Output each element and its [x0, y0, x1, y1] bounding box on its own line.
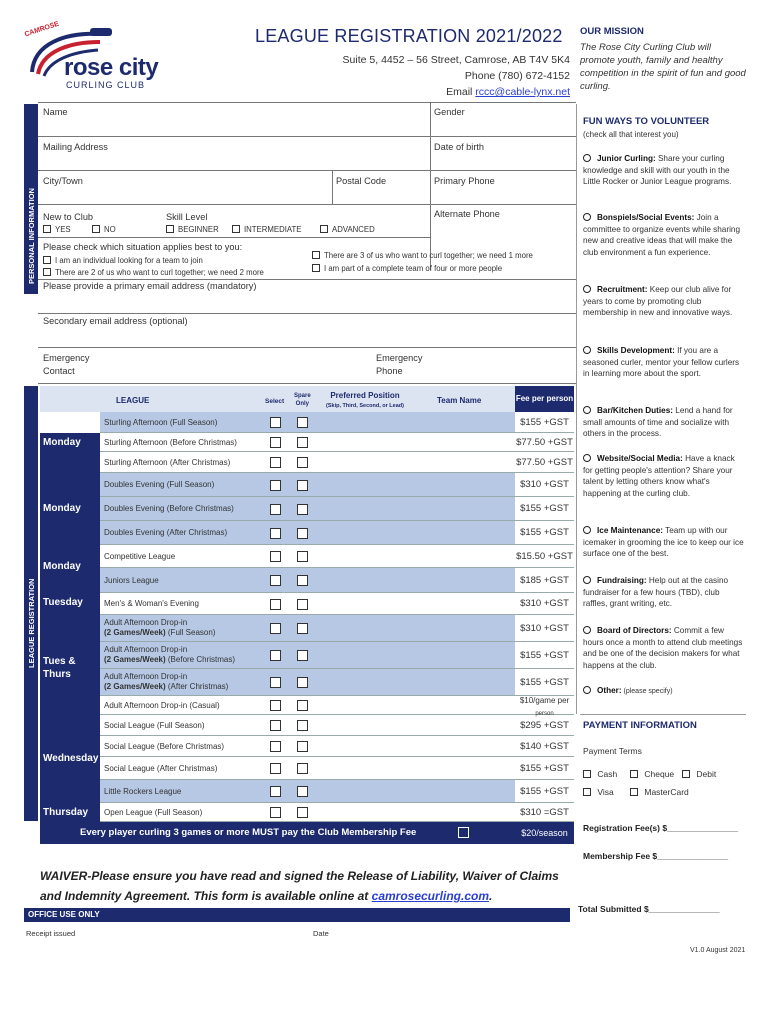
payment-cheque[interactable]: Cheque [630, 769, 674, 779]
select-checkbox[interactable] [270, 528, 281, 539]
col-team-name: Team Name [437, 396, 482, 405]
league-name: Adult Afternoon Drop-in (2 Games/Week) (Full Season) [104, 618, 216, 637]
select-checkbox[interactable] [270, 623, 281, 634]
volunteer-subheading: (check all that interest you) [583, 130, 679, 139]
select-checkbox[interactable] [270, 504, 281, 515]
divider [38, 204, 576, 205]
mailing-address-label: Mailing Address [43, 142, 108, 152]
office-use-header: OFFICE USE ONLY [24, 908, 570, 922]
checkbox-icon[interactable] [312, 264, 320, 272]
select-checkbox[interactable] [270, 457, 281, 468]
new-to-club-label: New to Club [43, 212, 94, 222]
fee-cell: $295 +GST [515, 715, 574, 736]
primary-phone-label: Primary Phone [434, 176, 495, 186]
waiver-text: WAIVER-Please ensure you have read and signed the Release of Liability, Waiver of Claims and Indemnity Agreement. This form is available online at camrosecurling.com. [40, 869, 559, 903]
day-wednesday: Wednesday [40, 715, 100, 803]
select-checkbox[interactable] [270, 786, 281, 797]
no-option[interactable]: NO [92, 225, 116, 234]
select-checkbox[interactable] [270, 763, 281, 774]
volunteer-item-board[interactable]: Board of Directors: Commit a few hours once a month to attend club meetings and be one of the decision makers for what happens at the club. [583, 626, 743, 670]
mission-heading: OUR MISSION [580, 26, 644, 37]
email-link[interactable]: rccc@cable-lynx.net [475, 86, 570, 98]
radio-circle-icon[interactable] [583, 454, 591, 462]
payment-divider [580, 714, 746, 715]
table-row [100, 593, 515, 615]
radio-circle-icon[interactable] [583, 576, 591, 584]
receipt-issued-label: Receipt issued [26, 929, 76, 938]
select-checkbox[interactable] [270, 480, 281, 491]
league-name: Adult Afternoon Drop-in (Casual) [104, 700, 220, 710]
checkbox-icon[interactable] [232, 225, 240, 233]
table-row [100, 497, 515, 521]
divider [430, 102, 431, 270]
checkbox-icon[interactable] [43, 268, 51, 276]
spare-checkbox[interactable] [297, 677, 308, 688]
fee-cell: $155 +GST [515, 412, 574, 433]
skill-level-label: Skill Level [166, 212, 208, 222]
spare-checkbox[interactable] [297, 599, 308, 610]
league-name: Sturling Afternoon (Before Christmas) [104, 437, 237, 447]
day-monday-2: Monday [40, 473, 100, 545]
divider [332, 170, 333, 204]
table-row [100, 615, 515, 642]
phone-line: Phone (780) 672-4152 [464, 70, 570, 82]
day-thursday: Thursday [40, 803, 100, 822]
logo-top-text: CAMROSE [23, 20, 60, 39]
email-line [343, 84, 570, 100]
radio-circle-icon[interactable] [583, 213, 591, 221]
city-label: City/Town [43, 176, 83, 186]
col-league: LEAGUE [116, 396, 150, 405]
table-row [100, 780, 515, 803]
spare-checkbox[interactable] [297, 720, 308, 731]
league-name: Adult Afternoon Drop-in (2 Games/Week) (After Christmas) [104, 672, 229, 691]
spare-checkbox[interactable] [297, 437, 308, 448]
checkbox-icon[interactable] [43, 225, 51, 233]
select-checkbox[interactable] [270, 417, 281, 428]
total-submitted-field[interactable]: Total Submitted $_______________ [578, 904, 720, 914]
league-name: Doubles Evening (Before Christmas) [104, 504, 234, 513]
league-name: Open League (Full Season) [104, 807, 203, 817]
spare-checkbox[interactable] [297, 528, 308, 539]
checkbox-icon[interactable] [630, 788, 638, 796]
spare-checkbox[interactable] [297, 417, 308, 428]
situation-option-2[interactable]: There are 2 of us who want to curl together; we need 2 more [43, 268, 264, 277]
volunteer-item-ice[interactable]: Ice Maintenance: Team up with our icemaker in grooming the ice to keep our ice surface one of the best. [583, 526, 744, 559]
checkbox-icon[interactable] [320, 225, 328, 233]
table-row [100, 568, 515, 593]
league-name: Sturling Afternoon (Full Season) [104, 417, 218, 427]
situation-label: Please check which situation applies best to you: [43, 242, 243, 252]
dob-label: Date of birth [434, 142, 485, 152]
fee-cell: $77.50 +GST [515, 433, 574, 452]
league-name: Competitive League [104, 551, 176, 561]
table-row [100, 412, 515, 433]
membership-checkbox[interactable] [458, 827, 469, 838]
checkbox-icon[interactable] [166, 225, 174, 233]
table-row [100, 669, 515, 696]
logo-main-text: rose city [64, 54, 159, 81]
spare-checkbox[interactable] [297, 650, 308, 661]
fee-cell: $310 +GST [515, 615, 574, 642]
col-spare: Spare Only [294, 393, 311, 407]
table-row [100, 715, 515, 736]
table-row [100, 736, 515, 757]
fee-cell: $310 +GST [515, 593, 574, 615]
spare-checkbox[interactable] [297, 504, 308, 515]
fee-cell: $155 +GST [515, 497, 574, 521]
spare-checkbox[interactable] [297, 786, 308, 797]
select-checkbox[interactable] [270, 700, 281, 711]
radio-circle-icon[interactable] [583, 526, 591, 534]
divider [38, 347, 576, 348]
gender-label: Gender [434, 107, 465, 117]
situation-option-4[interactable]: I am part of a complete team of four or more people [312, 264, 502, 273]
table-row [100, 473, 515, 497]
secondary-email-label: Secondary email address (optional) [43, 316, 188, 326]
league-name: Social League (Full Season) [104, 720, 205, 730]
league-name: Social League (Before Christmas) [104, 741, 225, 751]
volunteer-item-website[interactable]: Website/Social Media: Have a knack for getting people's attention? Share your talent by letting others know what's happening at the curling club. [583, 454, 735, 498]
league-registration-band: LEAGUE REGISTRATION [24, 386, 38, 821]
membership-fee-field[interactable]: Membership Fee $_______________ [583, 851, 729, 861]
primary-email-label: Please provide a primary email address (mandatory) [43, 281, 257, 291]
volunteer-item-bar[interactable]: Bar/Kitchen Duties: Lend a hand for small amounts of time and socialize with others in the process. [583, 406, 733, 439]
divider [38, 136, 576, 137]
spare-checkbox[interactable] [297, 551, 308, 562]
name-label: Name [43, 107, 68, 117]
select-checkbox[interactable] [270, 551, 281, 562]
situation-option-3[interactable]: There are 3 of us who want to curl together; we need 1 more [312, 251, 533, 260]
radio-circle-icon[interactable] [583, 285, 591, 293]
payment-debit[interactable]: Debit [682, 769, 716, 779]
spare-checkbox[interactable] [297, 741, 308, 752]
divider [38, 383, 576, 384]
beginner-option[interactable]: BEGINNER [166, 225, 219, 234]
volunteer-item-fundraising[interactable]: Fundraising: Help out at the casino fundraiser for a few hours (TBD), club raffles, grant writing, etc. [583, 576, 729, 609]
intermediate-option[interactable]: INTERMEDIATE [232, 225, 301, 234]
fee-cell: $155 +GST [515, 642, 574, 669]
email-label: Email [446, 86, 473, 98]
table-row [100, 757, 515, 780]
spare-checkbox[interactable] [297, 480, 308, 491]
situation-option-1[interactable]: I am an individual looking for a team to join [43, 256, 203, 265]
select-checkbox[interactable] [270, 677, 281, 688]
payment-mastercard[interactable]: MasterCard [630, 787, 689, 797]
fee-cell: $10/game per person [515, 696, 574, 715]
checkbox-icon[interactable] [583, 770, 591, 778]
address-line: Suite 5, 4452 – 56 Street, Camrose, AB T4V 5K4 [342, 54, 570, 66]
table-row [100, 433, 515, 452]
radio-circle-icon[interactable] [583, 346, 591, 354]
select-checkbox[interactable] [270, 599, 281, 610]
table-row [100, 452, 515, 473]
radio-circle-icon[interactable] [583, 406, 591, 414]
table-row [100, 642, 515, 669]
payment-visa[interactable]: Visa [583, 787, 614, 797]
fee-cell: $155 +GST [515, 780, 574, 803]
league-name: Little Rockers League [104, 786, 182, 796]
spare-checkbox[interactable] [297, 575, 308, 586]
league-name: Sturling Afternoon (After Christmas) [104, 457, 231, 467]
table-row [100, 521, 515, 545]
league-name: Adult Afternoon Drop-in (2 Games/Week) (Before Christmas) [104, 645, 236, 664]
payment-heading: PAYMENT INFORMATION [583, 720, 697, 731]
league-name: Social League (After Christmas) [104, 763, 218, 773]
page-title: LEAGUE REGISTRATION 2021/2022 [255, 26, 563, 46]
volunteer-item-other[interactable]: Other: (please specify) [583, 685, 745, 698]
league-name: Juniors League [104, 575, 159, 585]
registration-fee-field[interactable]: Registration Fee(s) $_______________ [583, 823, 738, 833]
fee-cell: $185 +GST [515, 568, 574, 593]
radio-circle-icon[interactable] [583, 686, 591, 694]
checkbox-icon[interactable] [43, 256, 51, 264]
membership-notice: Every player curling 3 games or more MUST pay the Club Membership Fee [40, 822, 515, 844]
day-monday-3: Monday [40, 545, 100, 593]
club-address [343, 52, 570, 100]
emergency-phone-label: Emergency Phone [376, 353, 423, 376]
payment-cash[interactable]: Cash [583, 769, 617, 779]
spare-checkbox[interactable] [297, 763, 308, 774]
radio-circle-icon[interactable] [583, 626, 591, 634]
divider [38, 170, 576, 171]
day-tuesday: Tuesday [40, 593, 100, 615]
logo-sub-text: CURLING CLUB [66, 80, 146, 90]
fee-cell: $155 +GST [515, 669, 574, 696]
fee-cell: $310 =GST [515, 803, 574, 822]
checkbox-icon[interactable] [583, 788, 591, 796]
volunteer-item-junior[interactable]: Junior Curling: Share your curling knowledge and skill with our youth in the Little Rocker or Junior League programs. [583, 154, 732, 187]
fee-cell: $15.50 +GST [515, 545, 574, 568]
club-logo [23, 20, 174, 102]
checkbox-icon[interactable] [312, 251, 320, 259]
col-fee: Fee per person [515, 386, 574, 412]
spare-checkbox[interactable] [297, 807, 308, 818]
payment-terms: Payment Terms [583, 746, 642, 756]
waiver-link[interactable]: camrosecurling.com [371, 889, 490, 903]
select-checkbox[interactable] [270, 575, 281, 586]
radio-circle-icon[interactable] [583, 154, 591, 162]
fee-cell: $155 +GST [515, 521, 574, 545]
membership-fee: $20/season [515, 822, 574, 844]
league-name: Doubles Evening (Full Season) [104, 480, 215, 489]
league-name: Doubles Evening (After Christmas) [104, 528, 228, 537]
divider [38, 313, 576, 314]
date-label: Date [313, 929, 329, 938]
spare-checkbox[interactable] [297, 623, 308, 634]
volunteer-heading: FUN WAYS TO VOLUNTEER [583, 116, 710, 127]
select-checkbox[interactable] [270, 720, 281, 731]
table-row [100, 545, 515, 568]
col-select: Select [265, 398, 285, 405]
advanced-option[interactable]: ADVANCED [320, 225, 375, 234]
table-row [100, 803, 515, 822]
checkbox-icon[interactable] [682, 770, 690, 778]
volunteer-item-recruitment[interactable]: Recruitment: Keep our club alive for years to come by promoting club membership in new and innovative ways. [583, 285, 733, 318]
emergency-contact-label: Emergency Contact [43, 353, 90, 376]
col-preferred-position: Preferred Position (Skip, Third, Second, or Lead) [326, 391, 404, 409]
postal-code-label: Postal Code [336, 176, 387, 186]
divider [38, 279, 576, 280]
spare-checkbox[interactable] [297, 457, 308, 468]
day-tues-thurs: Tues & Thurs [40, 615, 100, 715]
league-name: Men's & Woman's Evening [104, 599, 199, 608]
select-checkbox[interactable] [270, 807, 281, 818]
alt-phone-label: Alternate Phone [434, 209, 500, 219]
personal-info-band: PERSONAL INFORMATION [24, 104, 38, 294]
sidebar [580, 26, 748, 93]
table-row [100, 696, 515, 715]
select-checkbox[interactable] [270, 437, 281, 448]
volunteer-item-bonspiels[interactable]: Bonspiels/Social Events: Join a committee to organize events while sharing new and creative ideas that will make the club environment a fun experience. [583, 213, 741, 257]
select-checkbox[interactable] [270, 650, 281, 661]
fee-cell: $140 +GST [515, 736, 574, 757]
divider [38, 237, 430, 238]
spare-checkbox[interactable] [297, 700, 308, 711]
fee-cell: $310 +GST [515, 473, 574, 497]
checkbox-icon[interactable] [630, 770, 638, 778]
select-checkbox[interactable] [270, 741, 281, 752]
fee-cell: $155 +GST [515, 757, 574, 780]
yes-option[interactable]: YES [43, 225, 71, 234]
checkbox-icon[interactable] [92, 225, 100, 233]
sidebar-divider [576, 104, 577, 714]
volunteer-item-skills[interactable]: Skills Development: If you are a seasoned curler, mentor your fellow curlers in learning more about the sport. [583, 346, 740, 379]
mission-text: The Rose City Curling Club will promote youth, family and healthy competition in the spirit of fun and good curling. [580, 42, 746, 92]
divider [38, 102, 576, 103]
day-monday-1: Monday [40, 433, 100, 473]
fee-cell: $77.50 +GST [515, 452, 574, 473]
version-text: V1.0 August 2021 [690, 947, 746, 954]
